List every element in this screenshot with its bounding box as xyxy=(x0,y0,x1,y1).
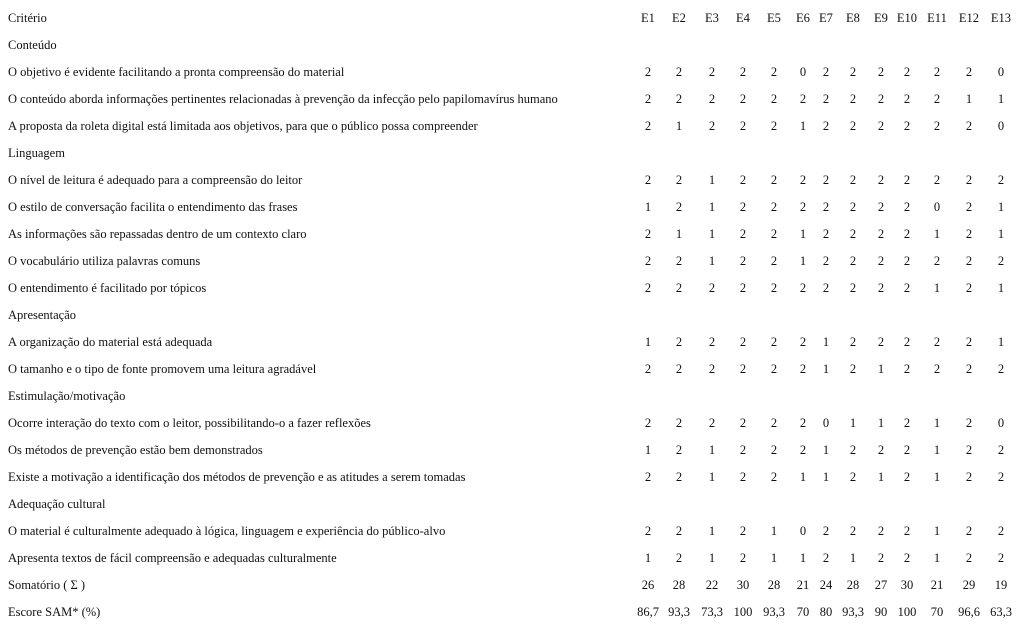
score-cell-e7: 1 xyxy=(822,362,830,376)
table-row xyxy=(0,113,1024,140)
score-cell-e2: 2 xyxy=(675,362,683,376)
score-cell-e2: 2 xyxy=(675,254,683,268)
criterion-label: O tamanho e o tipo de fonte promovem uma leitura agradável xyxy=(8,362,317,376)
score-cell-e2: 2 xyxy=(675,416,683,430)
table-row xyxy=(0,545,1024,572)
table-row xyxy=(0,518,1024,545)
score-cell-e10: 2 xyxy=(903,254,911,268)
score-cell-e8: 2 xyxy=(849,281,857,295)
score-cell-e9: 2 xyxy=(877,65,885,79)
score-cell-e11: 1 xyxy=(933,524,941,538)
score-cell-e2: 2 xyxy=(675,200,683,214)
score-cell-e1: 2 xyxy=(644,254,652,268)
score-cell-e1: 2 xyxy=(644,227,652,241)
score-cell-e12: 2 xyxy=(965,281,973,295)
score-cell-e9: 2 xyxy=(877,335,885,349)
score-cell-e1: 2 xyxy=(644,362,652,376)
score-cell-e3: 1 xyxy=(708,173,716,187)
score-cell-e4: 30 xyxy=(736,578,750,592)
criterion-label: Ocorre interação do texto com o leitor, possibilitando-o a fazer reflexões xyxy=(8,416,371,430)
score-cell-e13: 1 xyxy=(997,281,1005,295)
criterion-label: Escore SAM* (%) xyxy=(8,605,101,619)
criterion-label: O entendimento é facilitado por tópicos xyxy=(8,281,207,295)
sam-score-row xyxy=(0,599,1024,626)
score-cell-e8: 2 xyxy=(849,443,857,457)
score-cell-e9: 2 xyxy=(877,119,885,133)
score-cell-e7: 1 xyxy=(822,335,830,349)
score-cell-e11: 2 xyxy=(933,335,941,349)
score-cell-e1: 2 xyxy=(644,281,652,295)
score-cell-e8: 1 xyxy=(849,551,857,565)
score-cell-e9: 2 xyxy=(877,551,885,565)
score-cell-e3: 1 xyxy=(708,200,716,214)
criterion-label: O objetivo é evidente facilitando a pronta compreensão do material xyxy=(8,65,345,79)
score-cell-e11: 1 xyxy=(933,227,941,241)
score-cell-e5: 93,3 xyxy=(763,605,785,619)
score-cell-e5: 2 xyxy=(770,470,778,484)
score-cell-e13: 2 xyxy=(997,470,1005,484)
table-row xyxy=(0,248,1024,275)
column-header-e8: E8 xyxy=(846,11,860,25)
score-cell-e6: 2 xyxy=(799,92,807,106)
score-cell-e12: 96,6 xyxy=(958,605,980,619)
score-cell-e7: 2 xyxy=(822,281,830,295)
score-cell-e10: 2 xyxy=(903,281,911,295)
score-cell-e13: 2 xyxy=(997,443,1005,457)
score-cell-e9: 2 xyxy=(877,443,885,457)
score-cell-e10: 2 xyxy=(903,470,911,484)
column-header-e11: E11 xyxy=(927,11,947,25)
score-cell-e10: 2 xyxy=(903,551,911,565)
criterion-label: O nível de leitura é adequado para a compreensão do leitor xyxy=(8,173,303,187)
score-cell-e13: 1 xyxy=(997,92,1005,106)
score-cell-e4: 2 xyxy=(739,227,747,241)
score-cell-e11: 70 xyxy=(930,605,944,619)
sum-row xyxy=(0,572,1024,599)
score-cell-e4: 2 xyxy=(739,65,747,79)
score-cell-e7: 1 xyxy=(822,443,830,457)
score-cell-e4: 2 xyxy=(739,416,747,430)
score-cell-e6: 21 xyxy=(796,578,810,592)
score-cell-e12: 2 xyxy=(965,119,973,133)
criterion-label: Existe a motivação a identificação dos métodos de prevenção e as atitudes a serem tomadas xyxy=(8,470,466,484)
score-cell-e1: 2 xyxy=(644,173,652,187)
score-cell-e11: 2 xyxy=(933,362,941,376)
score-cell-e12: 2 xyxy=(965,416,973,430)
score-cell-e12: 2 xyxy=(965,65,973,79)
score-cell-e5: 2 xyxy=(770,416,778,430)
score-cell-e2: 2 xyxy=(675,281,683,295)
score-cell-e5: 2 xyxy=(770,254,778,268)
score-cell-e12: 2 xyxy=(965,551,973,565)
score-cell-e11: 1 xyxy=(933,551,941,565)
score-cell-e7: 2 xyxy=(822,200,830,214)
score-cell-e12: 2 xyxy=(965,254,973,268)
score-cell-e9: 2 xyxy=(877,92,885,106)
score-cell-e4: 2 xyxy=(739,119,747,133)
score-cell-e6: 1 xyxy=(799,254,807,268)
score-cell-e3: 2 xyxy=(708,416,716,430)
score-cell-e11: 21 xyxy=(930,578,944,592)
score-cell-e4: 2 xyxy=(739,92,747,106)
table-row xyxy=(0,329,1024,356)
score-cell-e13: 1 xyxy=(997,200,1005,214)
score-cell-e8: 93,3 xyxy=(842,605,864,619)
score-cell-e12: 2 xyxy=(965,227,973,241)
score-cell-e2: 2 xyxy=(675,470,683,484)
score-cell-e10: 2 xyxy=(903,416,911,430)
score-cell-e10: 2 xyxy=(903,335,911,349)
score-cell-e4: 100 xyxy=(733,605,753,619)
score-cell-e11: 2 xyxy=(933,173,941,187)
score-cell-e9: 2 xyxy=(877,254,885,268)
score-cell-e13: 63,3 xyxy=(990,605,1012,619)
section-label: Apresentação xyxy=(8,308,77,322)
score-cell-e6: 2 xyxy=(799,362,807,376)
score-cell-e6: 2 xyxy=(799,335,807,349)
score-cell-e5: 2 xyxy=(770,65,778,79)
score-cell-e8: 2 xyxy=(849,362,857,376)
score-cell-e13: 2 xyxy=(997,254,1005,268)
score-cell-e3: 2 xyxy=(708,65,716,79)
score-cell-e8: 2 xyxy=(849,227,857,241)
score-cell-e2: 2 xyxy=(675,551,683,565)
score-cell-e10: 2 xyxy=(903,443,911,457)
score-cell-e1: 1 xyxy=(644,200,652,214)
score-cell-e8: 2 xyxy=(849,92,857,106)
section-header-row xyxy=(0,32,1024,59)
score-cell-e13: 2 xyxy=(997,524,1005,538)
column-header-e7: E7 xyxy=(819,11,833,25)
score-cell-e10: 30 xyxy=(900,578,914,592)
score-cell-e7: 2 xyxy=(822,92,830,106)
score-cell-e2: 1 xyxy=(675,119,683,133)
score-cell-e13: 1 xyxy=(997,335,1005,349)
score-cell-e5: 2 xyxy=(770,335,778,349)
criterion-label: Apresenta textos de fácil compreensão e adequadas culturalmente xyxy=(8,551,337,565)
score-cell-e10: 2 xyxy=(903,173,911,187)
score-cell-e6: 2 xyxy=(799,173,807,187)
score-cell-e7: 2 xyxy=(822,551,830,565)
score-cell-e2: 2 xyxy=(675,65,683,79)
score-cell-e10: 2 xyxy=(903,524,911,538)
score-cell-e1: 2 xyxy=(644,92,652,106)
score-cell-e6: 2 xyxy=(799,281,807,295)
score-cell-e3: 1 xyxy=(708,551,716,565)
score-cell-e4: 2 xyxy=(739,254,747,268)
score-cell-e5: 2 xyxy=(770,227,778,241)
score-cell-e3: 1 xyxy=(708,443,716,457)
score-cell-e13: 2 xyxy=(997,551,1005,565)
score-cell-e4: 2 xyxy=(739,551,747,565)
score-cell-e8: 2 xyxy=(849,119,857,133)
score-cell-e12: 2 xyxy=(965,443,973,457)
score-cell-e8: 2 xyxy=(849,65,857,79)
score-cell-e8: 2 xyxy=(849,335,857,349)
score-cell-e9: 1 xyxy=(877,416,885,430)
score-cell-e9: 90 xyxy=(874,605,888,619)
score-cell-e11: 1 xyxy=(933,470,941,484)
criterion-label: O material é culturalmente adequado à lógica, linguagem e experiência do público-alvo xyxy=(8,524,446,538)
column-header-e12: E12 xyxy=(958,11,980,25)
score-cell-e5: 2 xyxy=(770,92,778,106)
score-cell-e7: 0 xyxy=(822,416,830,430)
criterion-label: O vocabulário utiliza palavras comuns xyxy=(8,254,201,268)
criterion-label: Os métodos de prevenção estão bem demonstrados xyxy=(8,443,263,457)
column-header-e13: E13 xyxy=(990,11,1012,25)
score-cell-e8: 2 xyxy=(849,254,857,268)
score-cell-e5: 1 xyxy=(770,551,778,565)
score-cell-e10: 2 xyxy=(903,362,911,376)
score-cell-e4: 2 xyxy=(739,443,747,457)
score-cell-e9: 2 xyxy=(877,200,885,214)
score-cell-e5: 2 xyxy=(770,119,778,133)
score-cell-e4: 2 xyxy=(739,362,747,376)
score-cell-e1: 2 xyxy=(644,65,652,79)
criterion-label: Somatório ( Σ ) xyxy=(8,578,86,592)
score-cell-e12: 2 xyxy=(965,200,973,214)
score-cell-e4: 2 xyxy=(739,335,747,349)
table-row xyxy=(0,356,1024,383)
score-cell-e4: 2 xyxy=(739,281,747,295)
score-cell-e13: 1 xyxy=(997,227,1005,241)
score-cell-e11: 2 xyxy=(933,254,941,268)
score-cell-e12: 1 xyxy=(965,92,973,106)
table-row xyxy=(0,437,1024,464)
score-cell-e7: 80 xyxy=(819,605,833,619)
score-cell-e8: 2 xyxy=(849,200,857,214)
score-cell-e3: 1 xyxy=(708,524,716,538)
score-cell-e7: 1 xyxy=(822,470,830,484)
score-cell-e1: 1 xyxy=(644,443,652,457)
score-cell-e6: 1 xyxy=(799,470,807,484)
score-cell-e8: 2 xyxy=(849,470,857,484)
score-cell-e11: 1 xyxy=(933,416,941,430)
score-cell-e9: 27 xyxy=(874,578,888,592)
score-cell-e6: 0 xyxy=(799,524,807,538)
table-row xyxy=(0,167,1024,194)
table-row xyxy=(0,464,1024,491)
score-cell-e3: 2 xyxy=(708,119,716,133)
score-cell-e6: 2 xyxy=(799,200,807,214)
criterion-label: As informações são repassadas dentro de um contexto claro xyxy=(8,227,307,241)
score-cell-e13: 19 xyxy=(994,578,1008,592)
score-cell-e1: 2 xyxy=(644,470,652,484)
score-cell-e9: 2 xyxy=(877,524,885,538)
criterion-label: A proposta da roleta digital está limitada aos objetivos, para que o público possa compreender xyxy=(8,119,478,133)
score-cell-e2: 28 xyxy=(672,578,686,592)
table-row xyxy=(0,275,1024,302)
score-cell-e7: 2 xyxy=(822,524,830,538)
score-cell-e7: 2 xyxy=(822,254,830,268)
score-cell-e13: 0 xyxy=(997,416,1005,430)
score-cell-e1: 2 xyxy=(644,119,652,133)
score-cell-e10: 2 xyxy=(903,200,911,214)
score-cell-e12: 2 xyxy=(965,173,973,187)
score-cell-e7: 2 xyxy=(822,173,830,187)
score-cell-e10: 2 xyxy=(903,119,911,133)
score-cell-e5: 2 xyxy=(770,281,778,295)
score-cell-e11: 2 xyxy=(933,65,941,79)
section-header-row xyxy=(0,302,1024,329)
score-cell-e7: 2 xyxy=(822,65,830,79)
score-cell-e6: 1 xyxy=(799,119,807,133)
table-row xyxy=(0,194,1024,221)
score-cell-e5: 2 xyxy=(770,173,778,187)
section-header-row xyxy=(0,140,1024,167)
table-row xyxy=(0,410,1024,437)
score-cell-e6: 70 xyxy=(796,605,810,619)
score-cell-e1: 1 xyxy=(644,551,652,565)
column-header-e5: E5 xyxy=(767,11,781,25)
score-cell-e3: 2 xyxy=(708,335,716,349)
score-cell-e13: 0 xyxy=(997,119,1005,133)
score-cell-e3: 2 xyxy=(708,281,716,295)
column-header-e2: E2 xyxy=(672,11,686,25)
score-cell-e10: 2 xyxy=(903,92,911,106)
score-cell-e3: 73,3 xyxy=(701,605,723,619)
score-cell-e1: 2 xyxy=(644,524,652,538)
score-cell-e4: 2 xyxy=(739,470,747,484)
score-cell-e11: 1 xyxy=(933,281,941,295)
score-cell-e2: 2 xyxy=(675,335,683,349)
score-cell-e13: 2 xyxy=(997,362,1005,376)
score-cell-e7: 2 xyxy=(822,227,830,241)
column-header-e6: E6 xyxy=(796,11,810,25)
section-header-row xyxy=(0,491,1024,518)
score-cell-e2: 1 xyxy=(675,227,683,241)
section-header-row xyxy=(0,383,1024,410)
score-cell-e12: 2 xyxy=(965,524,973,538)
score-cell-e9: 2 xyxy=(877,227,885,241)
score-cell-e3: 2 xyxy=(708,92,716,106)
score-cell-e6: 0 xyxy=(799,65,807,79)
score-cell-e7: 2 xyxy=(822,119,830,133)
column-header-e1: E1 xyxy=(641,11,655,25)
criterion-label: O estilo de conversação facilita o entendimento das frases xyxy=(8,200,298,214)
score-cell-e12: 2 xyxy=(965,470,973,484)
score-cell-e4: 2 xyxy=(739,173,747,187)
section-label: Conteúdo xyxy=(8,38,57,52)
score-cell-e11: 0 xyxy=(933,200,941,214)
criterion-label: A organização do material está adequada xyxy=(8,335,213,349)
table-header-row xyxy=(0,5,1024,32)
table-row xyxy=(0,221,1024,248)
score-cell-e5: 1 xyxy=(770,524,778,538)
score-cell-e12: 29 xyxy=(962,578,976,592)
criterion-label: O conteúdo aborda informações pertinentes relacionadas à prevenção da infecção pelo papilomavírus humano xyxy=(8,92,558,106)
score-cell-e12: 2 xyxy=(965,335,973,349)
score-cell-e8: 2 xyxy=(849,524,857,538)
score-cell-e3: 1 xyxy=(708,470,716,484)
table-row xyxy=(0,59,1024,86)
score-cell-e2: 2 xyxy=(675,173,683,187)
score-cell-e2: 93,3 xyxy=(668,605,690,619)
column-header-e9: E9 xyxy=(874,11,888,25)
score-cell-e8: 2 xyxy=(849,173,857,187)
score-cell-e10: 2 xyxy=(903,65,911,79)
score-cell-e1: 2 xyxy=(644,416,652,430)
column-header-e4: E4 xyxy=(736,11,750,25)
score-cell-e1: 1 xyxy=(644,335,652,349)
table-row xyxy=(0,86,1024,113)
score-cell-e13: 0 xyxy=(997,65,1005,79)
score-cell-e4: 2 xyxy=(739,200,747,214)
score-cell-e3: 2 xyxy=(708,362,716,376)
score-cell-e9: 2 xyxy=(877,281,885,295)
score-cell-e11: 1 xyxy=(933,443,941,457)
score-cell-e13: 2 xyxy=(997,173,1005,187)
score-cell-e10: 2 xyxy=(903,227,911,241)
score-cell-e9: 1 xyxy=(877,362,885,376)
section-label: Estimulação/motivação xyxy=(8,389,126,403)
score-cell-e11: 2 xyxy=(933,119,941,133)
score-cell-e5: 28 xyxy=(767,578,781,592)
section-label: Adequação cultural xyxy=(8,497,106,511)
section-label: Linguagem xyxy=(8,146,65,160)
score-cell-e7: 24 xyxy=(819,578,833,592)
score-cell-e11: 2 xyxy=(933,92,941,106)
score-cell-e3: 1 xyxy=(708,254,716,268)
score-cell-e6: 2 xyxy=(799,416,807,430)
score-cell-e10: 100 xyxy=(897,605,917,619)
score-cell-e9: 2 xyxy=(877,173,885,187)
score-cell-e9: 1 xyxy=(877,470,885,484)
score-cell-e6: 2 xyxy=(799,443,807,457)
score-cell-e1: 86,7 xyxy=(637,605,659,619)
column-header-e10: E10 xyxy=(896,11,918,25)
score-cell-e6: 1 xyxy=(799,551,807,565)
score-cell-e6: 1 xyxy=(799,227,807,241)
score-cell-e5: 2 xyxy=(770,362,778,376)
column-header-e3: E3 xyxy=(705,11,719,25)
score-cell-e12: 2 xyxy=(965,362,973,376)
score-cell-e3: 22 xyxy=(705,578,719,592)
score-cell-e8: 28 xyxy=(846,578,860,592)
column-header-criterion: Critério xyxy=(8,11,47,25)
score-cell-e3: 1 xyxy=(708,227,716,241)
score-cell-e2: 2 xyxy=(675,92,683,106)
score-cell-e8: 1 xyxy=(849,416,857,430)
score-cell-e2: 2 xyxy=(675,443,683,457)
score-cell-e4: 2 xyxy=(739,524,747,538)
score-cell-e2: 2 xyxy=(675,524,683,538)
score-cell-e5: 2 xyxy=(770,200,778,214)
score-cell-e1: 26 xyxy=(641,578,655,592)
score-cell-e5: 2 xyxy=(770,443,778,457)
